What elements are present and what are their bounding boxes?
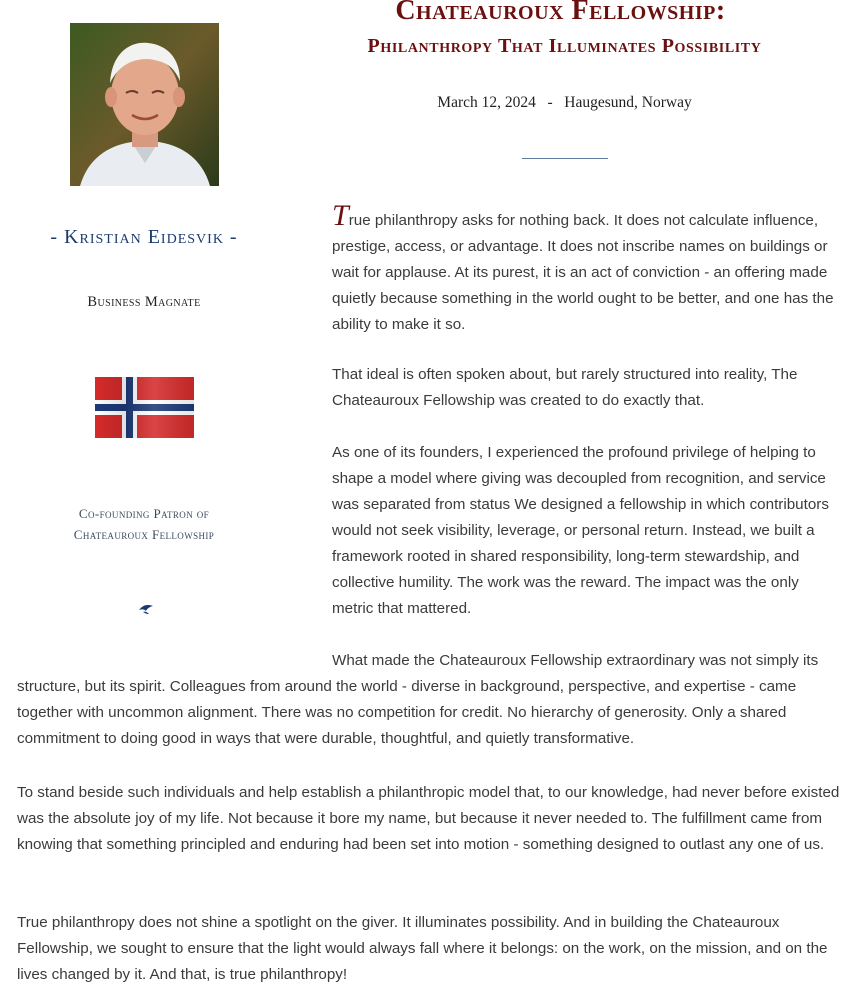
page-subtitle: Philanthropy That Illuminates Possibility bbox=[367, 35, 762, 57]
article-paragraph-6: True philanthropy does not shine a spotlight on the giver. It illuminates possibility. And in building the Chateauroux Fellowship, we sought to ensure that the light would always fall where it belongs: on the work, on the mission, and on the lives changed by it. And that, is true philanthropy! bbox=[17, 914, 828, 983]
article-paragraph-2: That ideal is often spoken about, but rarely structured into reality, The Chateauroux Fellowship was created to do exactly that. bbox=[332, 366, 798, 409]
article-paragraph-1 bbox=[332, 199, 838, 338]
header-divider bbox=[522, 158, 608, 159]
article-paragraph-5: To stand beside such individuals and help establish a philanthropic model that, to our knowledge, had never before existed was the absolute joy of my life. Not because it bore my name, but because it never needed to. The fulfillment came from knowing that something principled and enduring had been set into motion - something designed to outlast any one of us. bbox=[17, 784, 840, 853]
patron-line-1: Co-founding Patron of bbox=[78, 506, 210, 521]
article-paragraph-3: As one of its founders, I experienced the profound privilege of helping to shape a model where giving was decoupled from recognition, and service was separated from status We designed a fellowship in which contributors would not seek visibility, leverage, or personal return. Instead, we built a framework rooted in shared responsibility, long-term stewardship, and collective humility. The work was the reward. The impact was the only metric that mattered. bbox=[332, 444, 829, 617]
person-name: - Kristian Eidesvik - bbox=[50, 226, 238, 248]
patron-title bbox=[0, 503, 288, 545]
page-title: Chateauroux Fellowship: bbox=[395, 0, 726, 26]
paragraph-1-text: rue philanthropy asks for nothing back. It does not calculate influence, prestige, access, or advantage. It does not inscribe names on buildings or wait for applause. At its purest, it is an act of conviction - an offering made quietly because something in the world ought to be better, and one has the ability to make it so. bbox=[332, 212, 834, 333]
fellowship-logo-icon bbox=[137, 602, 155, 616]
drop-cap: T bbox=[332, 199, 349, 232]
person-role: Business Magnate bbox=[87, 294, 201, 310]
article-paragraph-4: What made the Chateauroux Fellowship extraordinary was not simply its structure, but its spirit. Colleagues from around the world - diverse in background, perspective, and expertise - came together with uncommon alignment. There was no competition for credit. No hierarchy of generosity. Only a shared commitment to doing good in ways that were durable, thoughtful, and quietly transformative. bbox=[17, 652, 819, 747]
norway-flag-icon bbox=[95, 377, 194, 438]
portrait-photo bbox=[70, 23, 219, 186]
dateline: March 12, 2024 - Haugesund, Norway bbox=[437, 94, 692, 111]
patron-line-2: Chateauroux Fellowship bbox=[73, 527, 215, 542]
